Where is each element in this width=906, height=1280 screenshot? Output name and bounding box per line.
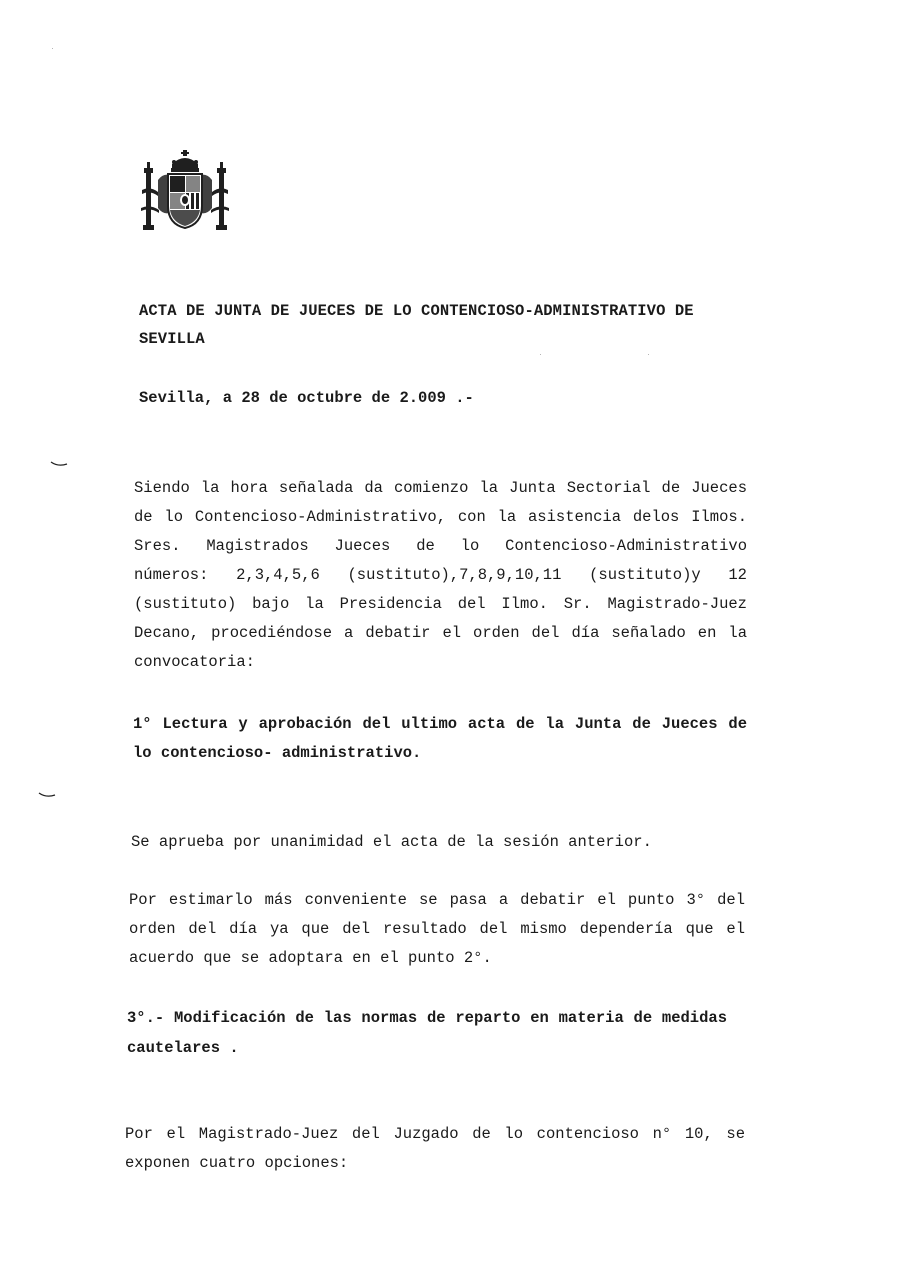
agenda-item-1-result: Se aprueba por unanimidad el acta de la sesión anterior. (131, 833, 652, 851)
reorder-note-paragraph: Por estimarlo más conveniente se pasa a debatir el punto 3° del orden del día ya que del resultado del mismo dependería que el acuerdo que se adoptara en el punto 2°. (129, 891, 745, 967)
agenda-item-3-heading: 3°.- Modificación de las normas de reparto en materia de medidas cautelares . (127, 1009, 727, 1057)
margin-mark-icon (50, 461, 68, 467)
scan-speck (540, 354, 541, 355)
opening-paragraph: Siendo la hora señalada da comienzo la Junta Sectorial de Jueces de lo Contencioso-Administrativo, con la asistencia delos Ilmos. Sres. Magistrados Jueces de lo Contencioso-Administrativo números: 2,3,4,5,6 (sustituto),7,8,9,10,11 (sustituto)y 12 (sustituto) bajo la Presidencia del Ilmo. Sr. Magistrado-Juez Decano, procediéndose a debatir el orden del día señalado en la convocatoria: (134, 479, 747, 671)
margin-mark-icon (38, 792, 56, 798)
agenda-item-1-heading: 1° Lectura y aprobación del ultimo acta de la Junta de Jueces de lo contencioso- administrativo. (133, 715, 747, 762)
agenda-item-3-text: Por el Magistrado-Juez del Juzgado de lo contencioso n° 10, se exponen cuatro opciones: (125, 1125, 745, 1172)
scan-speck (52, 48, 53, 49)
document-date: Sevilla, a 28 de octubre de 2.009 .- (139, 389, 474, 407)
scan-speck (648, 354, 649, 355)
coat-of-arms-icon (138, 150, 232, 232)
document-title: ACTA DE JUNTA DE JUECES DE LO CONTENCIOSO-ADMINISTRATIVO DE SEVILLA (139, 302, 694, 348)
